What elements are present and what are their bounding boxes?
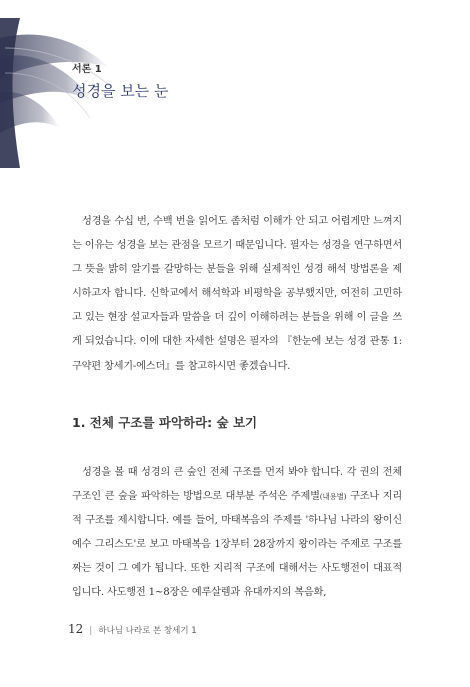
section-text-1: 성경을 볼 때 성경의 큰 숲인 전체 구조를 먼저 봐야 합니다. 각 권의 전체 구조인 큰 숲을 파악하는 방법으로 대부분 주석은 주제별 xyxy=(72,467,402,503)
running-book-title: 하나님 나라로 본 창세기 1 xyxy=(98,626,197,636)
chapter-title: 성경을 보는 눈 xyxy=(72,82,169,100)
section-text-2: 구조나 지리적 구조를 제시합니다. 예를 들어, 마태복음의 주제를 '하나님 나라의 왕이신 예수 그리스도'로 보고 마태복음 1장부터 28장까지 왕이라는 주제로 구조를 짜는 것이 그 예가 됩니다. 또한 지리적 구조에 대해서는 사도행전이 대표적입니다. 사도행전 1~8장은 예루살렘과 유대까지의 복음화, xyxy=(72,491,402,599)
intro-text-end: 를 참고하시면 좋겠습니다. xyxy=(175,360,291,372)
section-text-note: (내용별) xyxy=(319,492,347,502)
page-footer xyxy=(68,622,197,636)
section-paragraph xyxy=(72,461,402,606)
intro-paragraph xyxy=(72,210,402,379)
chapter-label: 서론 1 xyxy=(72,64,102,75)
section-heading: 1. 전체 구조를 파악하라: 숲 보기 xyxy=(72,415,258,430)
page-number: 12 xyxy=(68,622,84,636)
intro-book-reference: 『한눈에 보는 성경 관통 1: 구약편 창세기-에스더』 xyxy=(72,336,402,372)
footer-separator: | xyxy=(89,626,93,636)
intro-text: 성경을 수십 번, 수백 번을 읽어도 좀처럼 이해가 안 되고 어렵게만 느껴지는 이유는 성경을 보는 관점을 모르기 때문입니다. 필자는 성경을 연구하면서 그 뜻을 밝히 알기를 갈망하는 분들을 위해 실제적인 성경 해석 방법론을 제시하고자 합니다. 신학교에서 해석학과 비평학을 공부했지만, 여전히 고민하고 있는 현장 설교자들과 말씀을 더 깊이 이해하려는 분들을 위해 이 글을 쓰게 되었습니다. 이에 대한 자세한 설명은 필자의 xyxy=(72,216,402,348)
